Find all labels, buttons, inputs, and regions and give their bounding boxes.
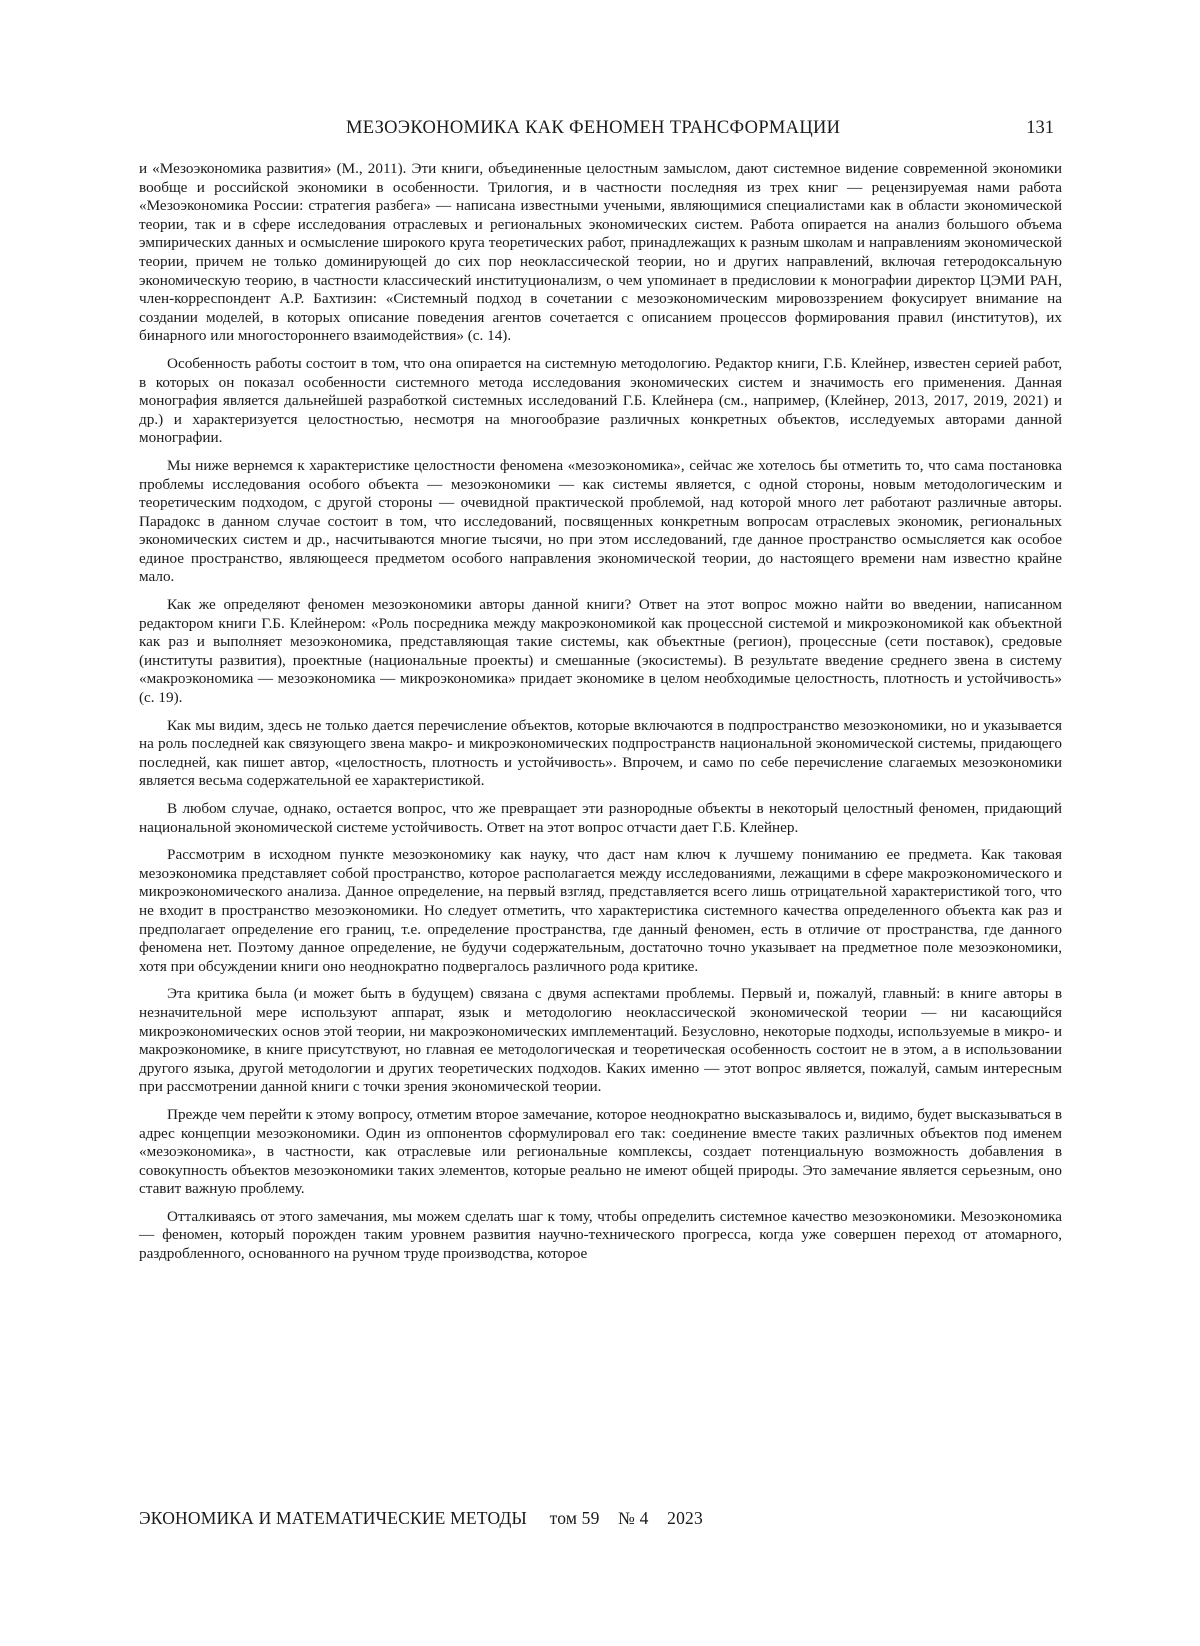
volume-label: том 59 <box>550 1508 600 1528</box>
running-header <box>139 118 1062 148</box>
paragraph-1: и «Мезоэкономика развития» (М., 2011). Эти книги, объединенные целостным замыслом, дают системное видение современной экономики вообще и российской экономики в особенности. Трилогия, и в частности последняя из трех книг — рецензируемая нами работа «Мезоэкономика России: стратегия разбега» — написана известными учеными, являющимися специалистами как в области экономической теории, так и в сфере исследования отраслевых и региональных экономических систем. Работа опирается на анализ большого объема эмпирических данных и осмысление широкого круга теоретических работ, принадлежащих к разным школам и направлениям экономической теории, причем не только доминирующей до сих пор неоклассической теории, но и других направлений, включая гетеродоксальную экономическую теорию, в частности классический институционализм, о чем упоминает в предисловии к монографии директор ЦЭМИ РАН, член-корреспондент А.Р. Бахтизин: «Системный подход в сочетании с мезоэкономическим мировоззрением фокусирует внимание на создании моделей, в которых описание поведения агентов сочетается с описанием процессов формирования правил (институтов), их бинарного или многостороннего взаимодействия» (с. 14). <box>139 160 1062 346</box>
paragraph-2: Особенность работы состоит в том, что она опирается на системную методологию. Редактор книги, Г.Б. Клейнер, известен серией работ, в которых он показал особенности системного метода исследования экономических систем и значимость его применения. Данная монография является дальнейшей разработкой системных исследований Г.Б. Клейнера (см., например, (Клейнер, 2013, 2017, 2019, 2021) и др.) и характеризуется целостностью, несмотря на многообразие различных конкретных объектов, исследуемых авторами данной монографии. <box>139 355 1062 448</box>
paragraph-7: Рассмотрим в исходном пункте мезоэкономику как науку, что даст нам ключ к лучшему пониманию ее предмета. Как таковая мезоэкономика представляет собой пространство, которое располагается между исследованиями, лежащими в сфере макроэкономического и микроэкономического анализа. Данное определение, на первый взгляд, представляется всего лишь отрицательной характеристикой того, что не входит в пространство мезоэкономики. Но следует отметить, что характеристика системного качества определенного объекта как раз и предполагает определение его границ, т.е. определение пространства, где данный феномен, есть в отличие от пространства, где данного феномена нет. Поэтому данное определение, не будучи содержательным, достаточно точно указывает на предметное поле мезоэкономики, хотя при обсуждении книги оно неоднократно подвергалось различного рода критике. <box>139 846 1062 976</box>
running-footer <box>139 1508 703 1529</box>
article-body <box>139 160 1062 1264</box>
paragraph-8: Эта критика была (и может быть в будущем) связана с двумя аспектами проблемы. Первый и, пожалуй, главный: в книге авторы в незначительной мере используют аппарат, язык и методологию неоклассической экономической теории — ни касающийся микроэкономических основ этой теории, ни макроэкономических имплементаций. Безусловно, некоторые подходы, используемые в микро- и макроэкономике, в книге присутствуют, но главная ее методологическая и теоретическая особенность состоит не в этом, а в использовании другого языка, другой методологии и других теоретических подходов. Каких именно — этот вопрос является, пожалуй, самым интересным при рассмотрении данной книги с точки зрения экономической теории. <box>139 985 1062 1097</box>
paragraph-3: Мы ниже вернемся к характеристике целостности феномена «мезоэкономика», сейчас же хотелось бы отметить то, что сама постановка проблемы исследования особого объекта — мезоэкономики — как системы является, с одной стороны, новым методологическим и теоретическим подходом, с другой стороны — очевидной практической проблемой, над которой много лет работают различные авторы. Парадокс в данном случае состоит в том, что исследований, посвященных конкретным вопросам отраслевых экономик, региональных экономических систем и др., насчитываются многие тысячи, но при этом исследований, где данное пространство осмысляется как особое единое пространство, являющееся предметом особого направления экономической теории, до настоящего времени нам известно крайне мало. <box>139 457 1062 587</box>
paragraph-10: Отталкиваясь от этого замечания, мы можем сделать шаг к тому, чтобы определить системное качество мезоэкономики. Мезоэкономика — феномен, который порожден таким уровнем развития научно-технического прогресса, когда уже совершен переход от атомарного, раздробленного, основанного на ручном труде производства, которое <box>139 1208 1062 1264</box>
journal-title: ЭКОНОМИКА И МАТЕМАТИЧЕСКИЕ МЕТОДЫ <box>139 1508 527 1528</box>
year-label: 2023 <box>667 1508 703 1528</box>
page-number: 131 <box>1026 118 1054 139</box>
journal-page <box>139 118 1062 1598</box>
paragraph-6: В любом случае, однако, остается вопрос, что же превращает эти разнородные объекты в некоторый целостный феномен, придающий национальной экономической системе устойчивость. Ответ на этот вопрос отчасти дает Г.Б. Клейнер. <box>139 800 1062 837</box>
running-title: МЕЗОЭКОНОМИКА КАК ФЕНОМЕН ТРАНСФОРМАЦИИ <box>346 118 840 139</box>
issue-label: № 4 <box>618 1508 648 1528</box>
paragraph-9: Прежде чем перейти к этому вопросу, отметим второе замечание, которое неоднократно высказывалось и, видимо, будет высказываться в адрес концепции мезоэкономики. Один из оппонентов сформулировал его так: соединение вместе таких различных объектов под именем «мезоэкономика», в частности, как отраслевые или региональные комплексы, создает потенциальную возможность добавления в совокупность объектов мезоэкономики таких элементов, которые реально не имеют общей природы. Это замечание является серьезным, оно ставит важную проблему. <box>139 1106 1062 1199</box>
paragraph-5: Как мы видим, здесь не только дается перечисление объектов, которые включаются в подпространство мезоэкономики, но и указывается на роль последней как связующего звена макро- и микроэкономических подпространств национальной экономической системы, придающего последней, как пишет автор, «целостность, плотность и устойчивость». Впрочем, и само по себе перечисление слагаемых мезоэкономики является весьма содержательной ее характеристикой. <box>139 717 1062 791</box>
paragraph-4: Как же определяют феномен мезоэкономики авторы данной книги? Ответ на этот вопрос можно найти во введении, написанном редактором книги Г.Б. Клейнером: «Роль посредника между макроэкономикой как процессной системой и микроэкономикой как объектной как раз и выполняет мезоэкономика, представляющая такие системы, как объектные (регион), процессные (сети поставок), средовые (институты развития), проектные (национальные проекты) и смешанные (экосистемы). В результате введение среднего звена в систему «макроэкономика — мезоэкономика — микроэкономика» придает экономике в целом необходимые целостность, плотность и устойчивость» (с. 19). <box>139 596 1062 708</box>
